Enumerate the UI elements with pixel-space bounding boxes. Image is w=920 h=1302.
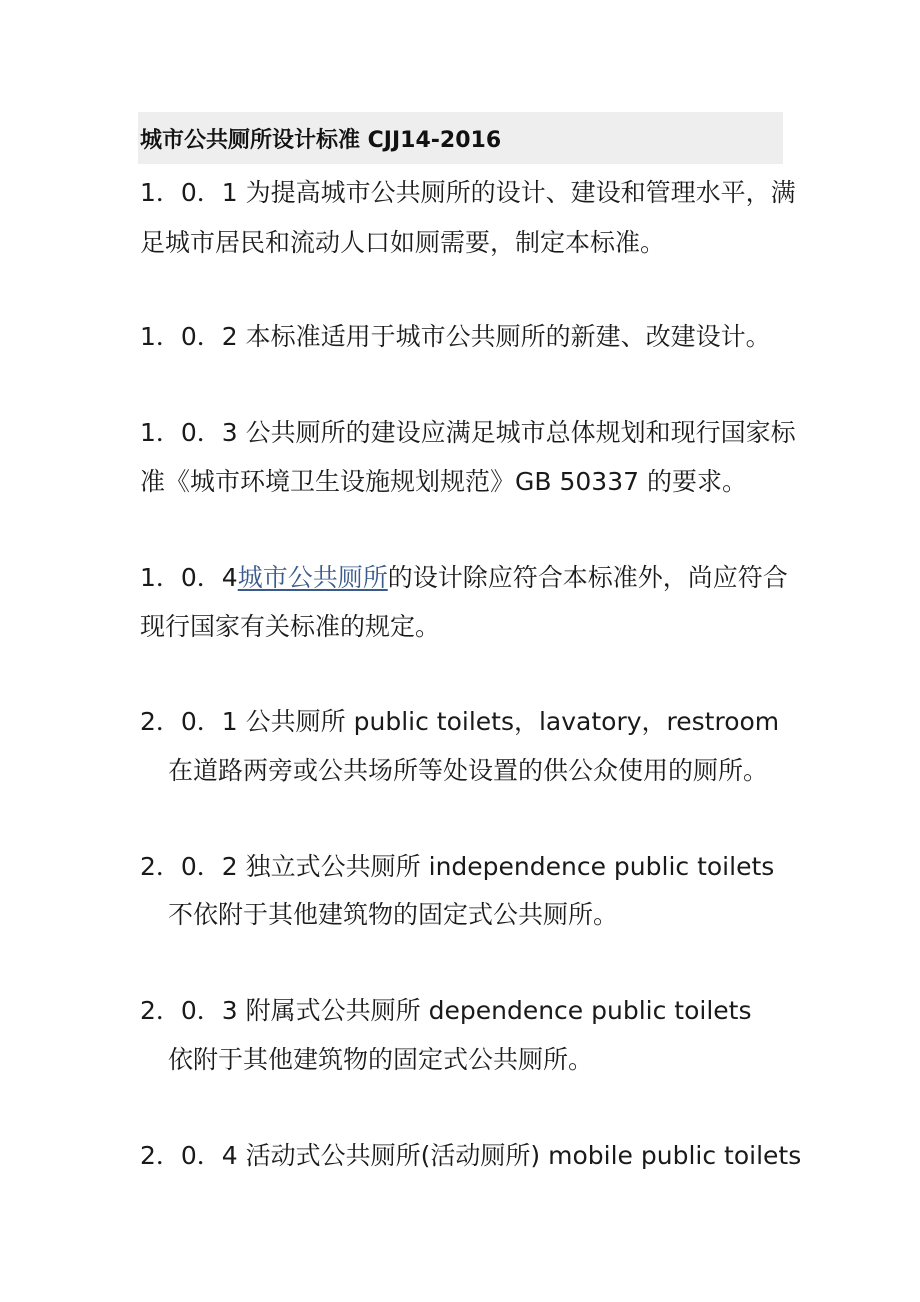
link-city-public-toilets[interactable]: 城市公共厕所: [237, 563, 388, 592]
term-text: 公共厕所 public toilets，lavatory，restroom: [245, 707, 780, 736]
clause-number: 2．0．1: [140, 707, 238, 736]
clause-number: 2．0．3: [140, 996, 238, 1025]
clause-1-0-4-line1: [140, 563, 788, 593]
document-title: 城市公共厕所设计标准 CJJ14-2016: [140, 127, 502, 153]
clause-text: 公共厕所的建设应满足城市总体规划和现行国家标: [245, 418, 796, 447]
clause-1-0-2-line1: [140, 322, 771, 352]
clause-1-0-1-line2: 足城市居民和流动人口如厕需要，制定本标准。: [140, 228, 666, 257]
term-text: 附属式公共厕所 dependence public toilets: [245, 996, 752, 1025]
clause-1-0-3-line1: [140, 418, 796, 448]
clause-2-0-2-definition: 不依附于其他建筑物的固定式公共厕所。: [168, 900, 619, 929]
clause-2-0-3-term: [140, 996, 752, 1026]
clause-2-0-1-term: [140, 707, 779, 737]
title-bar: [138, 112, 783, 164]
clause-1-0-1-line1: [140, 178, 796, 208]
clause-text: 为提高城市公共厕所的设计、建设和管理水平，满: [245, 178, 796, 207]
clause-text: 的设计除应符合本标准外，尚应符合: [387, 563, 788, 592]
clause-number: 2．0．4: [140, 1141, 238, 1170]
clause-text: 本标准适用于城市公共厕所的新建、改建设计。: [245, 322, 771, 351]
clause-2-0-4-term: [140, 1141, 801, 1171]
term-text: 活动式公共厕所(活动厕所) mobile public toilets: [245, 1141, 802, 1170]
clause-1-0-4-line2: 现行国家有关标准的规定。: [140, 612, 441, 641]
clause-2-0-2-term: [140, 852, 774, 882]
clause-2-0-3-definition: 依附于其他建筑物的固定式公共厕所。: [168, 1045, 594, 1074]
clause-number: 2．0．2: [140, 852, 238, 881]
clause-2-0-1-definition: 在道路两旁或公共场所等处设置的供公众使用的厕所。: [168, 756, 769, 785]
clause-number: 1．0．1: [140, 178, 238, 207]
clause-1-0-3-line2: 准《城市环境卫生设施规划规范》GB 50337 的要求。: [140, 467, 747, 496]
clause-number: 1．0．3: [140, 418, 238, 447]
clause-number: 1．0．2: [140, 322, 238, 351]
term-text: 独立式公共厕所 independence public toilets: [245, 852, 775, 881]
clause-number: 1．0．4: [140, 563, 238, 592]
